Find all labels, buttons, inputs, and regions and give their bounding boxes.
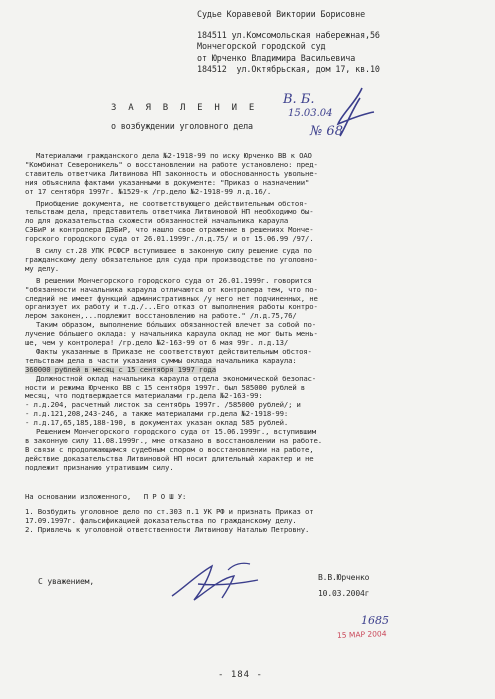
- body-line: действие доказательства Литвиновой НП носит длительный характер и не: [25, 453, 314, 463]
- stamp-date: 15.03.04: [288, 108, 333, 119]
- body-line: месяц, что подтверждается материалами гр.дела №2-163-99:: [25, 391, 263, 401]
- document-title: З А Я В Л Е Н И Е: [111, 103, 258, 113]
- body-line: - л.д.17,65,185,188-190, в документах указан оклад 585 рублей.: [25, 418, 289, 428]
- receipt-number: 1685: [361, 614, 389, 627]
- body-line: В силу ст.28 УПК РСФСР вступившее в законную силу решение суда по: [36, 246, 312, 255]
- stamp-initials: В. Б.: [283, 92, 315, 107]
- page-number: - 184 -: [218, 670, 263, 680]
- basis-line: На основании изложенного, П Р О Ш У:: [25, 492, 187, 501]
- body-line: ло для доказательства схожести обязанностей начальника караула: [25, 216, 289, 226]
- body-line: в законную силу 11.08.1999г., мне отказано в восстановлении на работе.: [25, 435, 323, 445]
- stamp-number: № 68: [310, 124, 343, 139]
- handwritten-signature-mark: [322, 84, 382, 139]
- court-name: Мончегорской городской суд: [197, 41, 326, 51]
- signature-icon: [168, 556, 263, 606]
- body-line: организует их работу и т.д./...Его отказ от выполнения работы контрo-: [25, 302, 318, 312]
- body-line: от 17 сентября 1997г. №1529-к /гр.дело №2-1918-99 л.д.16/.: [25, 186, 272, 196]
- request-2-line: 2. Привлечь к уголовной ответственности Литвинову Наталью Петровну.: [25, 525, 310, 534]
- body-line: "Комбинат Североникель" о восстановлении на работе установлено: пред-: [25, 159, 318, 169]
- body-line: Факты указанные в Приказе не соответствуют действительным обстоя-: [36, 346, 312, 356]
- body-line: В решении Мончегорского городского суда от 26.01.1999г. говорится: [36, 275, 312, 285]
- body-line: ния объяснила фактами указанными в документе: "Приказ о назначении": [25, 177, 310, 187]
- body-line: СЭБиР и контролера ДЭБиР, что нашло свое отражение в решениях Мончe-: [25, 225, 314, 235]
- court-address: 184511 ул.Комсомольская набережная,56: [197, 30, 380, 40]
- sender-address: 184512 ул.Октябрьская, дом 17, кв.10: [197, 64, 380, 74]
- body-line: Таким образом, выполнение бóльших обязанностей влечет за собой по-: [36, 320, 317, 330]
- body-line: Приобщение документа, не соответствующего действительным обстоя-: [36, 198, 308, 208]
- body-line: му делу.: [25, 263, 59, 273]
- body-line: В связи с продолжающимся судебным спором о восстановлении на работе,: [25, 444, 314, 454]
- receipt-stamp-date: 15 МАР 2004: [336, 629, 387, 640]
- document-subtitle: о возбуждении уголовного дела: [111, 121, 253, 131]
- body-line: гражданскому делу обязательное для суда при производстве по уголовно-: [25, 254, 318, 264]
- body-line: - л.д.121,208,243-246, а также материалами гр.дела №2-1918-99:: [25, 409, 289, 419]
- body-line: Решением Мончегорского городского суда от 15.06.1999г., вступившим: [36, 427, 317, 436]
- body-line: подлежит признанию утратившим силу.: [25, 462, 174, 472]
- request-1-line-b: 17.09.1997г. фальсификацией доказательства по гражданскому делу.: [25, 516, 297, 525]
- body-line: "обязанности начальника караула отличаются от контролера тем, что по-: [25, 284, 318, 294]
- body-line: следний не имеет функций административных /у него нет подчиненных, не: [25, 293, 318, 303]
- signature-date: 10.03.2004г: [318, 589, 370, 598]
- body-line: Материалами гражданского дела №2-1918-99 по иску Юрченко ВВ к ОАО: [36, 151, 312, 160]
- body-line: ше, чем у контролера! /гр.дело №2-163-99 от 6 мая 99г. л.д.13/: [25, 338, 289, 347]
- addressee-line: Судье Коравевой Виктории Борисовне: [197, 9, 366, 19]
- body-line: 360000 рублей в месяц с 15 сентября 1997 года: [25, 364, 216, 374]
- body-line: горского городского суда от 26.01.1999г./л.д.75/ и от 15.06.99 /97/.: [25, 234, 314, 244]
- body-line: ставитель ответчика Литвинова НП законность и обоснованность увольне-: [25, 168, 318, 178]
- body-line: тельствам дела, представитель ответчика Литвиновой НП необходимо бы-: [25, 207, 314, 217]
- body-line: лучение бóльшего оклада: у начальника караула оклад не мог быть мень-: [25, 329, 318, 339]
- request-1-line-a: 1. Возбудить уголовное дело по ст.303 п.1 УК РФ и признать Приказ от: [25, 507, 314, 516]
- signer-name: В.В.Юрченко: [318, 573, 370, 582]
- body-line: лером законен,...подлежит восстановлению на работе." /л.д.75,76/: [25, 311, 297, 321]
- body-line: тельствам дела в части указания суммы оклада начальника караула:: [25, 355, 297, 365]
- body-line: - л.д.204, расчетный листок за сентябрь 1997г. /585000 рублей/; и: [25, 400, 301, 410]
- regards-text: С уважением,: [38, 577, 94, 586]
- body-line: ности и режима Юрченко ВВ с 15 сентября 1997г. был 585000 рублей в: [25, 382, 306, 392]
- sender-name: от Юрченко Владимира Васильевича: [197, 53, 356, 63]
- body-line: Должностной оклад начальника караула отдела экономической безопас-: [36, 373, 317, 383]
